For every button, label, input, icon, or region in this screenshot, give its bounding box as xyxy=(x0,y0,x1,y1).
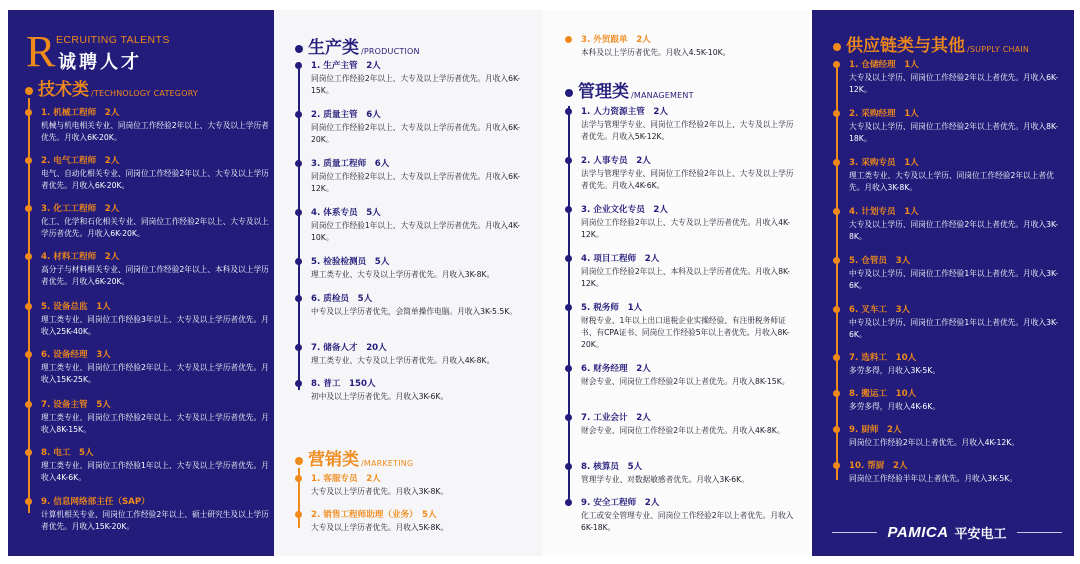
bullet-dot xyxy=(833,390,840,397)
job-title: 1. 客服专员 2人 xyxy=(311,474,381,484)
bullet-dot xyxy=(25,498,32,505)
job-item xyxy=(29,155,269,192)
job-item xyxy=(29,203,269,240)
job-title: 4. 体系专员 5人 xyxy=(311,208,381,218)
bullet-dot xyxy=(295,344,302,351)
bullet-dot xyxy=(565,365,572,372)
bullet-dot xyxy=(295,209,302,216)
job-desc: 中专及以上学历、同岗位工作经验1年以上者优先。月收入3K-6K。 xyxy=(849,269,1058,290)
job-item xyxy=(569,253,797,290)
job-item xyxy=(299,293,527,318)
job-item xyxy=(837,460,1065,485)
job-title: 4. 材料工程师 2人 xyxy=(41,252,120,262)
bullet-dot xyxy=(295,111,302,118)
job-item xyxy=(29,496,269,533)
job-item xyxy=(299,342,527,367)
company-brand xyxy=(832,522,1062,542)
panel-production xyxy=(274,10,542,556)
heading-dot xyxy=(833,43,841,51)
job-title: 8. 搬运工 10人 xyxy=(849,389,917,399)
bullet-dot xyxy=(25,351,32,358)
job-title: 3. 外贸跟单 2人 xyxy=(581,35,651,45)
job-item xyxy=(569,106,797,143)
job-desc: 同岗位工作经验半年以上者优先。月收入3K-5K。 xyxy=(849,474,1017,483)
job-title: 7. 储备人才 20人 xyxy=(311,343,387,353)
job-title: 6. 质检员 5人 xyxy=(311,294,373,304)
recruiting-header xyxy=(26,27,246,76)
job-item xyxy=(569,461,797,486)
section-heading-technology xyxy=(25,80,198,100)
job-desc: 大专及以上学历者优先。月收入3K-8K。 xyxy=(311,487,449,496)
section-title-cn: 营销类 xyxy=(308,450,359,470)
job-desc: 同岗位工作经验2年以上、大专及以上学历者优先。月收入6K-12K。 xyxy=(311,172,520,193)
bullet-dot xyxy=(565,206,572,213)
job-desc: 大专及以上学历者优先。月收入5K-8K。 xyxy=(311,523,449,532)
logo-letter-r: R xyxy=(26,27,56,76)
job-desc: 计算机相关专业、同岗位工作经验2年以上、硕士研究生及以上学历者优先。月收入15K-20K。 xyxy=(41,510,269,531)
job-desc: 财会专业、同岗位工作经验2年以上者优先。月收入4K-8K。 xyxy=(581,426,785,435)
job-title: 7. 设备主管 5人 xyxy=(41,400,111,410)
section-title-cn: 生产类 xyxy=(308,38,359,58)
heading-dot xyxy=(295,457,303,465)
job-title: 5. 仓管员 3人 xyxy=(849,256,911,266)
bullet-dot xyxy=(565,463,572,470)
recruiting-title-en: ECRUITING TALENTS xyxy=(56,34,170,46)
job-title: 4. 计划专员 1人 xyxy=(849,207,919,217)
heading-dot xyxy=(25,87,33,95)
brand-logo-name: PAMICA xyxy=(887,523,949,541)
job-item xyxy=(299,207,527,244)
brand-divider-left xyxy=(832,532,877,533)
job-title: 6. 财务经理 2人 xyxy=(581,364,651,374)
bullet-dot xyxy=(25,401,32,408)
job-title: 8. 普工 150人 xyxy=(311,379,376,389)
section-heading-production xyxy=(295,38,420,58)
panel-supply-chain xyxy=(812,10,1074,556)
job-item xyxy=(299,473,527,498)
job-title: 1. 人力资源主管 2人 xyxy=(581,107,668,117)
job-title: 10. 帮厨 2人 xyxy=(849,461,908,471)
job-title: 4. 项目工程师 2人 xyxy=(581,254,660,264)
job-desc: 财税专业、1年以上出口退税企业实操经验、有注册税务师证书、有CPA证书、同岗位工作经验5年以上者优先。月收入8K-20K。 xyxy=(581,316,790,349)
bullet-dot xyxy=(565,304,572,311)
job-title: 6. 叉车工 3人 xyxy=(849,305,911,315)
recruiting-title-cn: 诚聘人才 xyxy=(58,52,142,73)
job-item xyxy=(569,363,797,388)
bullet-dot xyxy=(565,36,572,43)
job-item xyxy=(29,251,269,288)
job-desc: 理工类专业、大专及以上学历者优先。月收入3K-8K。 xyxy=(311,270,495,279)
job-item xyxy=(569,204,797,241)
bullet-dot xyxy=(25,253,32,260)
job-title: 9. 安全工程师 2人 xyxy=(581,498,660,508)
section-title-cn: 技术类 xyxy=(38,80,89,100)
job-title: 3. 质量工程师 6人 xyxy=(311,159,390,169)
job-item xyxy=(837,108,1065,145)
job-desc: 化工或安全管理专业、同岗位工作经验2年以上者优先。月收入6K-18K。 xyxy=(581,511,794,532)
bullet-dot xyxy=(25,157,32,164)
bullet-dot xyxy=(25,205,32,212)
bullet-dot xyxy=(295,295,302,302)
job-title: 5. 税务师 1人 xyxy=(581,303,643,313)
job-title: 8. 电工 5人 xyxy=(41,448,94,458)
bullet-dot xyxy=(565,157,572,164)
job-desc: 法学与管理学专业、同岗位工作经验2年以上、大专及以上学历者优先。月收入4K-6K。 xyxy=(581,169,794,190)
job-desc: 大专及以上学历、同岗位工作经验2年以上者优先。月收入3K-8K。 xyxy=(849,220,1058,241)
job-item xyxy=(837,304,1065,341)
job-desc: 法学与管理学专业、同岗位工作经验2年以上、大专及以上学历者优先。月收入5K-12K。 xyxy=(581,120,794,141)
job-desc: 机械与机电相关专业、同岗位工作经验2年以上、大专及以上学历者优先。月收入6K-20K。 xyxy=(41,121,269,142)
job-item xyxy=(837,352,1065,377)
job-item xyxy=(29,107,269,144)
job-desc: 理工类专业、同岗位工作经验1年以上、大专及以上学历者优先。月收入4K-6K。 xyxy=(41,461,269,482)
job-item xyxy=(569,412,797,437)
bullet-dot xyxy=(565,108,572,115)
job-item xyxy=(837,157,1065,194)
heading-dot xyxy=(565,89,573,97)
bullet-dot xyxy=(833,462,840,469)
section-title-en: /SUPPLY CHAIN xyxy=(967,45,1030,54)
job-item xyxy=(299,509,527,534)
section-title-cn: 供应链类与其他 xyxy=(846,36,965,56)
heading-dot xyxy=(295,45,303,53)
job-title: 2. 销售工程师助理（业务） 5人 xyxy=(311,510,437,520)
job-desc: 同岗位工作经验2年以上、大专及以上学历者优先。月收入6K-15K。 xyxy=(311,74,520,95)
job-title: 8. 核算员 5人 xyxy=(581,462,643,472)
job-title: 1. 机械工程师 2人 xyxy=(41,108,120,118)
job-item xyxy=(569,34,797,59)
brand-name-cn: 平安电工 xyxy=(954,526,1007,542)
bullet-dot xyxy=(25,303,32,310)
job-desc: 大专及以上学历、同岗位工作经验2年以上者优先。月收入8K-18K。 xyxy=(849,122,1058,143)
bullet-dot xyxy=(295,380,302,387)
job-title: 9. 厨师 2人 xyxy=(849,425,902,435)
bullet-dot xyxy=(295,160,302,167)
job-title: 1. 生产主管 2人 xyxy=(311,61,381,71)
job-desc: 本科及以上学历者优先。月收入4.5K-10K。 xyxy=(581,48,731,57)
bullet-dot xyxy=(833,306,840,313)
job-desc: 理工类专业、同岗位工作经验3年以上、大专及以上学历者优先。月收入25K-40K。 xyxy=(41,315,269,336)
bullet-dot xyxy=(833,61,840,68)
job-title: 9. 信息网络部主任（SAP） xyxy=(41,497,150,507)
section-heading-marketing xyxy=(295,450,413,470)
job-item xyxy=(299,109,527,146)
job-title: 3. 企业文化专员 2人 xyxy=(581,205,668,215)
bullet-dot xyxy=(565,255,572,262)
job-item xyxy=(29,399,269,436)
job-desc: 理工类专业、大专及以上学历、同岗位工作经验2年以上者优先。月收入3K-8K。 xyxy=(849,171,1054,192)
job-item xyxy=(837,255,1065,292)
job-item xyxy=(299,256,527,281)
job-title: 3. 化工工程师 2人 xyxy=(41,204,120,214)
job-item xyxy=(299,158,527,195)
section-title-en: /TECHNOLOGY CATEGORY xyxy=(91,89,199,98)
job-desc: 理工类专业、同岗位工作经验2年以上、大专及以上学历者优先。月收入15K-25K。 xyxy=(41,363,269,384)
section-heading-supply-chain xyxy=(833,36,1029,56)
bullet-dot xyxy=(295,475,302,482)
bullet-dot xyxy=(25,109,32,116)
job-title: 6. 设备经理 3人 xyxy=(41,350,111,360)
bullet-dot xyxy=(565,499,572,506)
job-item xyxy=(569,497,797,534)
section-heading-management xyxy=(565,82,694,102)
section-title-en: /PRODUCTION xyxy=(361,47,420,56)
bullet-dot xyxy=(833,208,840,215)
bullet-dot xyxy=(833,159,840,166)
job-title: 7. 工业会计 2人 xyxy=(581,413,651,423)
job-desc: 多劳多得，月收入3K-5K。 xyxy=(849,366,941,375)
panel-technology xyxy=(8,10,274,556)
job-desc: 管理学专业、对数据敏感者优先。月收入3K-6K。 xyxy=(581,475,749,484)
job-desc: 理工类专业、大专及以上学历者优先。月收入4K-8K。 xyxy=(311,356,495,365)
panel-management xyxy=(542,10,810,556)
bullet-dot xyxy=(833,354,840,361)
job-desc: 同岗位工作经验1年以上、大专及以上学历者优先。月收入4K-10K。 xyxy=(311,221,520,242)
job-item xyxy=(29,349,269,386)
bullet-dot xyxy=(565,414,572,421)
bullet-dot xyxy=(25,449,32,456)
job-item xyxy=(29,447,269,484)
job-title: 5. 设备总监 1人 xyxy=(41,302,111,312)
job-title: 1. 仓储经理 1人 xyxy=(849,60,919,70)
job-desc: 中专及以上学历、同岗位工作经验1年以上者优先。月收入3K-6K。 xyxy=(849,318,1058,339)
bullet-dot xyxy=(295,258,302,265)
job-item xyxy=(837,206,1065,243)
job-desc: 中专及以上学历者优先，会简单操作电脑。月收入3K-5.5K。 xyxy=(311,307,517,316)
job-desc: 大专及以上学历、同岗位工作经验2年以上者优先。月收入6K-12K。 xyxy=(849,73,1058,94)
section-title-en: /MANAGEMENT xyxy=(631,91,694,100)
job-item xyxy=(569,302,797,351)
job-desc: 财会专业、同岗位工作经验2年以上者优先。月收入8K-15K。 xyxy=(581,377,790,386)
job-desc: 多劳多得，月收入4K-6K。 xyxy=(849,402,941,411)
bullet-dot xyxy=(295,62,302,69)
bullet-dot xyxy=(295,511,302,518)
job-desc: 电气、自动化相关专业、同岗位工作经验2年以上、大专及以上学历者优先。月收入6K-20K。 xyxy=(41,169,269,190)
job-title: 2. 采购经理 1人 xyxy=(849,109,919,119)
section-title-cn: 管理类 xyxy=(578,82,629,102)
bullet-dot xyxy=(833,426,840,433)
job-desc: 同岗位工作经验2年以上者优先。月收入4K-12K。 xyxy=(849,438,1019,447)
job-item xyxy=(29,301,269,338)
section-title-en: /MARKETING xyxy=(361,459,414,468)
job-desc: 同岗位工作经验2年以上、本科及以上学历者优先。月收入8K-12K。 xyxy=(581,267,790,288)
bullet-dot xyxy=(833,257,840,264)
job-item xyxy=(299,378,527,403)
job-desc: 同岗位工作经验2年以上、大专及以上学历者优先。月收入6K-20K。 xyxy=(311,123,520,144)
job-item xyxy=(837,388,1065,413)
job-item xyxy=(299,60,527,97)
job-item xyxy=(837,59,1065,96)
brand-divider-right xyxy=(1017,532,1062,533)
job-desc: 高分子与材料相关专业、同岗位工作经验2年以上、本科及以上学历者优先。月收入6K-20K。 xyxy=(41,265,269,286)
job-desc: 化工、化学和石化相关专业、同岗位工作经验2年以上、大专及以上学历者优先。月收入6K-20K。 xyxy=(41,217,269,238)
job-title: 2. 人事专员 2人 xyxy=(581,156,651,166)
job-title: 7. 选料工 10人 xyxy=(849,353,917,363)
bullet-dot xyxy=(833,110,840,117)
job-title: 5. 检验检测员 5人 xyxy=(311,257,390,267)
job-desc: 理工类专业、同岗位工作经验2年以上、大专及以上学历者优先。月收入8K-15K。 xyxy=(41,413,269,434)
job-title: 2. 电气工程师 2人 xyxy=(41,156,120,166)
job-title: 3. 采购专员 1人 xyxy=(849,158,919,168)
job-desc: 同岗位工作经验2年以上、大专及以上学历者优先。月收入4K-12K。 xyxy=(581,218,790,239)
job-item xyxy=(569,155,797,192)
job-title: 2. 质量主管 6人 xyxy=(311,110,381,120)
job-item xyxy=(837,424,1065,449)
job-desc: 初中及以上学历者优先。月收入3K-6K。 xyxy=(311,392,449,401)
